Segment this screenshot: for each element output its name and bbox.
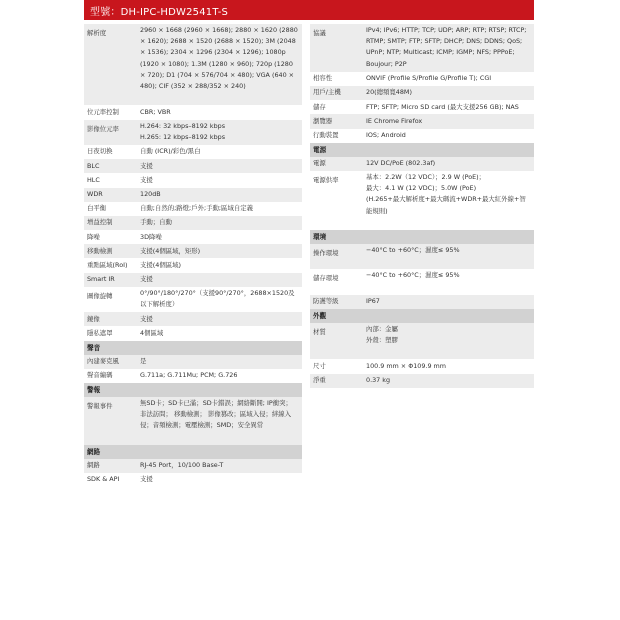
spec-value bbox=[363, 295, 534, 309]
spec-label: 日夜切換 bbox=[87, 147, 113, 156]
section-heading: 聲音 bbox=[84, 341, 302, 355]
spec-label: 聲音編碼 bbox=[87, 371, 113, 380]
spec-value-text: IPv4; IPv6; HTTP; TCP; UDP; ARP; RTP; RTSP; RTCP; RTMP; SMTP; FTP; SFTP; DHCP; DNS; DDNS; QoS; UPnP; NTP; Multicast; ICMP; IGMP; NFS; PPPoE; Boujour; P2P bbox=[366, 26, 527, 68]
spec-value-text: 內部：金屬 外殼：塑膠 bbox=[366, 324, 398, 345]
spec-value-text: 支援 bbox=[140, 175, 153, 184]
spec-label: Smart IR bbox=[87, 275, 115, 284]
spec-value-text: 100.9 mm × Φ109.9 mm bbox=[366, 361, 447, 370]
spec-value-text: 基本：2.2W（12 VDC）；2.9 W (PoE)； 最大：4.1 W (12 VDC)；5.0W (PoE) (H.265+最大解析度+最大碼流+WDR+最大紅外線+智能規則) bbox=[366, 172, 526, 215]
spec-value-text: −40°C to +60°C；濕度≤ 95% bbox=[366, 271, 460, 280]
spec-value bbox=[137, 120, 302, 145]
spec-row bbox=[84, 258, 302, 272]
spec-value-text: 支援(4個區域) bbox=[140, 260, 182, 269]
spec-row bbox=[310, 24, 534, 72]
spec-row bbox=[310, 171, 534, 230]
spec-value-text: 4個區域 bbox=[140, 328, 164, 337]
section-heading: 警報 bbox=[84, 383, 302, 397]
spec-value bbox=[137, 326, 302, 340]
spec-label: 增益控制 bbox=[87, 218, 113, 227]
spec-value bbox=[363, 157, 534, 171]
spec-value-text: 自動;自然的;路燈;戶外;手動;區域自定義 bbox=[140, 204, 254, 213]
spec-value-text: IOS; Android bbox=[366, 131, 406, 140]
spec-value bbox=[137, 173, 302, 187]
spec-value bbox=[137, 312, 302, 326]
spec-value-text: CBR; VBR bbox=[140, 107, 171, 116]
spec-value-text: −40°C to +60°C；濕度≤ 95% bbox=[366, 245, 460, 254]
spec-row bbox=[84, 202, 302, 216]
spec-value bbox=[137, 216, 302, 230]
spec-label: 移動檢測 bbox=[87, 246, 113, 255]
spec-label: 協議 bbox=[313, 29, 326, 37]
spec-label: 用戶/主機 bbox=[313, 88, 341, 97]
spec-value-text: 120dB bbox=[140, 190, 161, 199]
spec-label: 網路 bbox=[87, 461, 100, 470]
spec-label: 材質 bbox=[313, 327, 326, 336]
spec-row bbox=[84, 120, 302, 145]
spec-label: 白平衡 bbox=[87, 204, 107, 213]
spec-row bbox=[310, 129, 534, 143]
spec-value bbox=[137, 145, 302, 159]
spec-row bbox=[310, 114, 534, 128]
spec-label: WDR bbox=[87, 190, 103, 199]
spec-value-text: H.264: 32 kbps–8192 kbps H.265: 12 kbps–8192 kbps bbox=[140, 121, 226, 141]
spec-column-right bbox=[310, 24, 534, 388]
spec-label: BLC bbox=[87, 161, 100, 170]
spec-label: 操作環境 bbox=[313, 248, 339, 257]
spec-value bbox=[363, 86, 534, 100]
spec-row bbox=[84, 216, 302, 230]
spec-value bbox=[137, 273, 302, 287]
spec-value-text: 支援 bbox=[140, 275, 153, 284]
spec-row bbox=[84, 397, 302, 445]
spec-value-text: ONVIF (Profile S/Profile G/Profile T); CGI bbox=[366, 74, 492, 83]
spec-value-text: 20(總頻寬48M) bbox=[366, 88, 412, 97]
spec-row bbox=[84, 24, 302, 105]
spec-label: 行動裝置 bbox=[313, 131, 339, 140]
spec-label: 內建麥克風 bbox=[87, 357, 119, 366]
spec-label: 淨重 bbox=[313, 376, 326, 385]
spec-label: 防護等級 bbox=[313, 297, 339, 306]
spec-label: 降噪 bbox=[87, 232, 100, 241]
spec-value bbox=[363, 323, 534, 360]
spec-value bbox=[137, 355, 302, 369]
spec-label: 相容性 bbox=[313, 74, 333, 83]
section-heading: 環境 bbox=[310, 230, 534, 244]
spec-value bbox=[363, 244, 534, 269]
spec-row bbox=[310, 244, 534, 269]
section-heading: 網路 bbox=[84, 445, 302, 459]
spec-value-text: 3D降噪 bbox=[140, 232, 162, 241]
spec-value bbox=[363, 374, 534, 388]
spec-value bbox=[363, 24, 534, 72]
spec-value-text: 12V DC/PoE (802.3af) bbox=[366, 159, 436, 168]
spec-value bbox=[137, 244, 302, 258]
spec-row bbox=[84, 369, 302, 383]
spec-row bbox=[310, 157, 534, 171]
section-heading: 電源 bbox=[310, 143, 534, 157]
spec-value-text: RJ-45 Port，10/100 Base-T bbox=[140, 461, 224, 470]
spec-value-text: 支援 bbox=[140, 475, 153, 484]
spec-row bbox=[310, 359, 534, 373]
spec-value-text: 是 bbox=[140, 357, 147, 366]
spec-value bbox=[363, 129, 534, 143]
spec-value bbox=[363, 114, 534, 128]
spec-row bbox=[310, 100, 534, 114]
spec-value-text: 支援 bbox=[140, 161, 153, 170]
spec-value-text: 2960 × 1668 (2960 × 1668); 2880 × 1620 (2880 × 1620); 2688 × 1520 (2688 × 1520); 3M (2048 × 1536); 2304 × 1296 (2304 × 1296); 1080p (1920 × 1080); 1.3M (1280 × 960); 720p (1280 × 720); D1 (704 × 576/704 × 480); VGA (640 × 480); CIF (352 × 288/352 × 240) bbox=[140, 26, 298, 91]
spec-row bbox=[84, 312, 302, 326]
spec-value bbox=[137, 369, 302, 383]
spec-label: 尺寸 bbox=[313, 361, 326, 370]
spec-row bbox=[310, 269, 534, 294]
spec-value bbox=[137, 258, 302, 272]
spec-value-text: IE Chrome Firefox bbox=[366, 116, 423, 125]
spec-value-text: IP67 bbox=[366, 297, 380, 306]
section-heading: 外觀 bbox=[310, 309, 534, 323]
spec-value-text: 0°/90°/180°/270°（支援90°/270°，2688×1520及以下解析度） bbox=[140, 288, 295, 309]
spec-value bbox=[137, 202, 302, 216]
spec-row bbox=[84, 459, 302, 473]
spec-row bbox=[310, 323, 534, 360]
spec-value-text: FTP; SFTP; Micro SD card (最大支援256 GB); NAS bbox=[366, 102, 519, 111]
spec-row bbox=[84, 188, 302, 202]
spec-row bbox=[84, 355, 302, 369]
spec-row bbox=[84, 326, 302, 340]
spec-row bbox=[84, 159, 302, 173]
spec-value bbox=[363, 359, 534, 373]
spec-row bbox=[310, 295, 534, 309]
spec-row bbox=[84, 173, 302, 187]
spec-value bbox=[137, 24, 302, 105]
spec-label: 電源 bbox=[313, 159, 326, 168]
spec-value-text: 自動 (ICR)/彩色/黑白 bbox=[140, 147, 201, 156]
spec-label: 解析度 bbox=[87, 29, 107, 37]
model-title: 型號：DH-IPC-HDW2541T-S bbox=[90, 7, 229, 18]
spec-row bbox=[84, 473, 302, 487]
spec-row bbox=[310, 72, 534, 86]
spec-value bbox=[363, 72, 534, 86]
spec-label: 儲存 bbox=[313, 102, 326, 111]
spec-value bbox=[137, 188, 302, 202]
spec-value-text: G.711a; G.711Mu; PCM; G.726 bbox=[140, 371, 238, 380]
spec-label: 鏡像 bbox=[87, 314, 100, 323]
spec-label: 影像位元率 bbox=[87, 124, 119, 133]
spec-value bbox=[137, 230, 302, 244]
spec-value bbox=[137, 397, 302, 445]
spec-column-left bbox=[84, 24, 302, 487]
spec-row bbox=[84, 244, 302, 258]
spec-value bbox=[137, 287, 302, 312]
spec-row bbox=[310, 86, 534, 100]
model-banner bbox=[84, 0, 534, 20]
spec-row bbox=[310, 374, 534, 388]
spec-label: SDK & API bbox=[87, 475, 120, 484]
spec-label: 警報事件 bbox=[87, 401, 113, 410]
spec-row bbox=[84, 145, 302, 159]
spec-value bbox=[137, 159, 302, 173]
spec-value-text: 0.37 kg bbox=[366, 376, 391, 385]
spec-label: 位元率控制 bbox=[87, 107, 119, 116]
spec-value bbox=[137, 473, 302, 487]
spec-label: 隱私遮罩 bbox=[87, 328, 113, 337]
spec-value bbox=[363, 100, 534, 114]
spec-value bbox=[363, 269, 534, 294]
spec-value-text: 無SD卡；SD卡已滿；SD卡錯誤；網絡斷開; IP衝突； 非法訪問； 移動檢測； 影像篡改；區域入侵；絆線入侵；音頻檢測；電壓檢測；SMD；安全異常 bbox=[140, 398, 292, 430]
spec-value-text: 支援(4個區域，矩形) bbox=[140, 246, 201, 255]
spec-row bbox=[84, 273, 302, 287]
spec-value bbox=[137, 459, 302, 473]
spec-row bbox=[84, 287, 302, 312]
spec-row bbox=[84, 230, 302, 244]
spec-row bbox=[84, 105, 302, 119]
spec-label: 電源供率 bbox=[313, 175, 339, 184]
spec-value bbox=[363, 171, 534, 230]
spec-label: 瀏覽器 bbox=[313, 116, 333, 125]
spec-label: 重點區域(RoI) bbox=[87, 260, 128, 269]
spec-value-text: 支援 bbox=[140, 314, 153, 323]
spec-label: 儲存環境 bbox=[313, 274, 339, 283]
spec-label: HLC bbox=[87, 175, 100, 184]
spec-value-text: 手動；自動 bbox=[140, 218, 172, 227]
spec-value bbox=[137, 105, 302, 119]
spec-label: 圖像旋轉 bbox=[87, 291, 113, 300]
